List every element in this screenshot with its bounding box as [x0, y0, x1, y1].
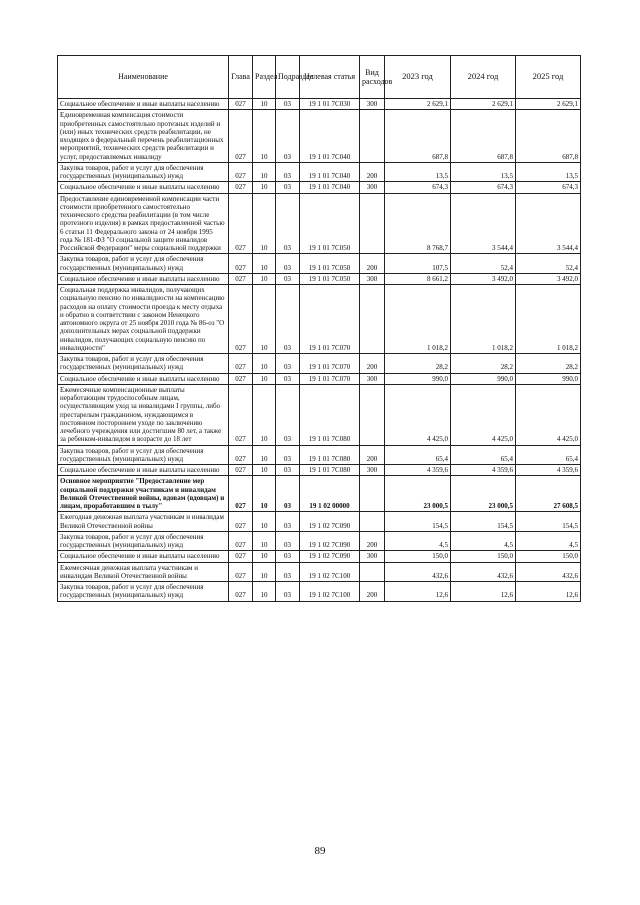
cell-glava: 027	[229, 99, 253, 110]
cell-y2024: 4,5	[451, 531, 516, 551]
cell-vid: 300	[360, 273, 385, 284]
cell-podrazdel: 03	[276, 254, 300, 274]
cell-vid	[360, 512, 385, 532]
cell-target: 19 1 01 7С050	[300, 254, 360, 274]
cell-target: 19 1 02 7С090	[300, 551, 360, 562]
cell-vid: 200	[360, 531, 385, 551]
cell-name: Социальное обеспечение и иные выплаты населению	[58, 465, 229, 476]
header-2023: 2023 год	[385, 56, 451, 99]
cell-target: 19 1 02 7С100	[300, 562, 360, 582]
table-row	[58, 162, 581, 182]
cell-target: 19 1 01 7С070	[300, 285, 360, 354]
cell-podrazdel: 03	[276, 373, 300, 384]
cell-razdel: 10	[253, 110, 276, 163]
cell-target: 19 1 02 7С090	[300, 512, 360, 532]
cell-y2025: 12,6	[516, 582, 581, 602]
cell-glava: 027	[229, 512, 253, 532]
cell-y2023: 990,0	[385, 373, 451, 384]
cell-target: 19 1 01 7С070	[300, 354, 360, 374]
cell-target: 19 1 01 7С080	[300, 384, 360, 445]
table-row	[58, 110, 581, 163]
cell-vid	[360, 285, 385, 354]
cell-y2024: 23 000,5	[451, 476, 516, 512]
cell-podrazdel: 03	[276, 285, 300, 354]
cell-y2023: 150,0	[385, 551, 451, 562]
cell-y2025: 4 359,6	[516, 465, 581, 476]
cell-y2024: 4 359,6	[451, 465, 516, 476]
cell-target: 19 1 01 7С040	[300, 162, 360, 182]
cell-vid: 300	[360, 373, 385, 384]
cell-razdel: 10	[253, 465, 276, 476]
cell-y2023: 687,8	[385, 110, 451, 163]
cell-podrazdel: 03	[276, 182, 300, 193]
cell-name: Основное мероприятие "Предоставление мер социальной поддержки участникам и инвалидам Великой Отечественной войны, вдовам (вдовцам) и лицам, проработавшим в тылу"	[58, 476, 229, 512]
cell-podrazdel: 03	[276, 384, 300, 445]
cell-name: Социальное обеспечение и иные выплаты населению	[58, 551, 229, 562]
cell-razdel: 10	[253, 582, 276, 602]
cell-y2023: 28,2	[385, 354, 451, 374]
cell-name: Социальное обеспечение и иные выплаты населению	[58, 273, 229, 284]
cell-y2025: 2 629,1	[516, 99, 581, 110]
cell-y2024: 3 544,4	[451, 193, 516, 254]
cell-razdel: 10	[253, 373, 276, 384]
cell-y2024: 687,8	[451, 110, 516, 163]
table-row	[58, 354, 581, 374]
cell-vid	[360, 110, 385, 163]
table-row	[58, 476, 581, 512]
cell-glava: 027	[229, 384, 253, 445]
table-row	[58, 373, 581, 384]
table-header-row	[58, 56, 581, 99]
cell-razdel: 10	[253, 512, 276, 532]
cell-vid: 300	[360, 551, 385, 562]
cell-podrazdel: 03	[276, 476, 300, 512]
cell-name: Социальное обеспечение и иные выплаты населению	[58, 182, 229, 193]
table-row	[58, 273, 581, 284]
cell-razdel: 10	[253, 273, 276, 284]
cell-glava: 027	[229, 531, 253, 551]
cell-y2023: 4 425,0	[385, 384, 451, 445]
cell-y2023: 432,6	[385, 562, 451, 582]
cell-glava: 027	[229, 562, 253, 582]
header-razdel: Раздел	[253, 56, 276, 99]
cell-razdel: 10	[253, 162, 276, 182]
cell-target: 19 1 01 7С040	[300, 110, 360, 163]
table-row	[58, 445, 581, 465]
cell-razdel: 10	[253, 193, 276, 254]
cell-glava: 027	[229, 551, 253, 562]
table-row	[58, 512, 581, 532]
cell-y2024: 2 629,1	[451, 99, 516, 110]
header-2024: 2024 год	[451, 56, 516, 99]
cell-vid: 300	[360, 182, 385, 193]
cell-name: Социальное обеспечение и иные выплаты населению	[58, 99, 229, 110]
cell-razdel: 10	[253, 254, 276, 274]
budget-table	[57, 55, 581, 602]
cell-y2023: 4,5	[385, 531, 451, 551]
cell-name: Социальная поддержка инвалидов, получающих социальную пенсию по инвалидности на компенсацию расходов на оплату стоимости проезда к месту отдыха и обратно в соответствии с законом Ненецкого автономного округа от 25 ноября 2010 года № 86-оз "О дополнительных мерах социальной поддержки инвалидов, получающих социальную пенсию по инвалидности"	[58, 285, 229, 354]
cell-name: Закупка товаров, работ и услуг для обеспечения государственных (муниципальных) нужд	[58, 445, 229, 465]
cell-y2025: 687,8	[516, 110, 581, 163]
cell-y2023: 65,4	[385, 445, 451, 465]
cell-y2023: 23 000,5	[385, 476, 451, 512]
cell-y2023: 154,5	[385, 512, 451, 532]
cell-vid: 300	[360, 99, 385, 110]
cell-target: 19 1 02 00000	[300, 476, 360, 512]
cell-razdel: 10	[253, 182, 276, 193]
cell-razdel: 10	[253, 354, 276, 374]
cell-glava: 027	[229, 476, 253, 512]
cell-y2023: 107,5	[385, 254, 451, 274]
header-glava: Глава	[229, 56, 253, 99]
cell-target: 19 1 01 7С070	[300, 373, 360, 384]
header-name: Наименование	[58, 56, 229, 99]
cell-razdel: 10	[253, 551, 276, 562]
cell-podrazdel: 03	[276, 354, 300, 374]
cell-y2023: 8 661,2	[385, 273, 451, 284]
cell-name: Закупка товаров, работ и услуг для обеспечения государственных (муниципальных) нужд	[58, 354, 229, 374]
cell-podrazdel: 03	[276, 551, 300, 562]
cell-glava: 027	[229, 273, 253, 284]
cell-y2023: 13,5	[385, 162, 451, 182]
cell-podrazdel: 03	[276, 562, 300, 582]
cell-podrazdel: 03	[276, 531, 300, 551]
cell-y2025: 52,4	[516, 254, 581, 274]
cell-vid	[360, 476, 385, 512]
table-row	[58, 531, 581, 551]
cell-y2023: 2 629,1	[385, 99, 451, 110]
cell-vid: 200	[360, 162, 385, 182]
table-row	[58, 551, 581, 562]
cell-glava: 027	[229, 373, 253, 384]
cell-name: Закупка товаров, работ и услуг для обеспечения государственных (муниципальных) нужд	[58, 162, 229, 182]
cell-glava: 027	[229, 582, 253, 602]
cell-razdel: 10	[253, 562, 276, 582]
cell-glava: 027	[229, 193, 253, 254]
header-podrazdel: Подраздел	[276, 56, 300, 99]
cell-y2023: 4 359,6	[385, 465, 451, 476]
cell-y2024: 28,2	[451, 354, 516, 374]
cell-name: Ежемесячная денежная выплата участникам и инвалидам Великой Отечественной войны	[58, 562, 229, 582]
cell-name: Единовременная компенсация стоимости приобретенных самостоятельно протезных изделий и (или) иных технических средств реабилитации, не входящих в федеральный перечень реабилитационных мероприятий, технических средств реабилитации и услуг, предоставляемых инвалиду	[58, 110, 229, 163]
cell-vid: 300	[360, 465, 385, 476]
cell-vid: 200	[360, 445, 385, 465]
table-row	[58, 99, 581, 110]
cell-y2024: 12,6	[451, 582, 516, 602]
cell-y2025: 27 608,5	[516, 476, 581, 512]
cell-y2023: 1 018,2	[385, 285, 451, 354]
cell-y2023: 674,3	[385, 182, 451, 193]
cell-glava: 027	[229, 162, 253, 182]
cell-razdel: 10	[253, 99, 276, 110]
cell-y2025: 3 544,4	[516, 193, 581, 254]
cell-y2025: 13,5	[516, 162, 581, 182]
cell-y2025: 154,5	[516, 512, 581, 532]
cell-y2023: 8 768,7	[385, 193, 451, 254]
cell-podrazdel: 03	[276, 162, 300, 182]
cell-razdel: 10	[253, 285, 276, 354]
cell-y2023: 12,6	[385, 582, 451, 602]
header-vid: Вид расходов	[360, 56, 385, 99]
table-row	[58, 193, 581, 254]
cell-name: Закупка товаров, работ и услуг для обеспечения государственных (муниципальных) нужд	[58, 582, 229, 602]
cell-y2024: 13,5	[451, 162, 516, 182]
cell-podrazdel: 03	[276, 110, 300, 163]
cell-name: Ежегодная денежная выплата участникам и инвалидам Великой Отечественной войны	[58, 512, 229, 532]
cell-podrazdel: 03	[276, 512, 300, 532]
cell-glava: 027	[229, 465, 253, 476]
cell-glava: 027	[229, 285, 253, 354]
cell-glava: 027	[229, 254, 253, 274]
cell-y2024: 1 018,2	[451, 285, 516, 354]
page-number: 89	[314, 845, 326, 857]
cell-target: 19 1 01 7С080	[300, 445, 360, 465]
cell-vid: 200	[360, 354, 385, 374]
cell-glava: 027	[229, 182, 253, 193]
table-row	[58, 285, 581, 354]
cell-razdel: 10	[253, 445, 276, 465]
cell-y2025: 3 492,0	[516, 273, 581, 284]
table-row	[58, 562, 581, 582]
cell-podrazdel: 03	[276, 193, 300, 254]
cell-vid: 200	[360, 582, 385, 602]
cell-y2025: 65,4	[516, 445, 581, 465]
cell-razdel: 10	[253, 531, 276, 551]
table-row	[58, 582, 581, 602]
cell-target: 19 1 01 7С050	[300, 273, 360, 284]
cell-y2024: 65,4	[451, 445, 516, 465]
cell-y2024: 432,6	[451, 562, 516, 582]
cell-y2024: 154,5	[451, 512, 516, 532]
cell-vid	[360, 562, 385, 582]
cell-y2025: 4 425,0	[516, 384, 581, 445]
cell-podrazdel: 03	[276, 445, 300, 465]
cell-name: Ежемесячные компенсационные выплаты неработающим трудоспособным лицам, осуществляющим уход за инвалидами I группы, либо престарелым гражданином, нуждающимся в постоянном постороннем уходе по заключению лечебного учреждения или достигшим 80 лет, а также за ребенком-инвалидом в возрасте до 18 лет	[58, 384, 229, 445]
cell-target: 19 1 01 7С080	[300, 465, 360, 476]
table-body	[58, 99, 581, 602]
cell-razdel: 10	[253, 384, 276, 445]
cell-glava: 027	[229, 445, 253, 465]
cell-name: Закупка товаров, работ и услуг для обеспечения государственных (муниципальных) нужд	[58, 531, 229, 551]
table-row	[58, 182, 581, 193]
cell-y2024: 3 492,0	[451, 273, 516, 284]
cell-podrazdel: 03	[276, 99, 300, 110]
cell-y2024: 674,3	[451, 182, 516, 193]
cell-podrazdel: 03	[276, 273, 300, 284]
cell-y2025: 4,5	[516, 531, 581, 551]
cell-y2025: 674,3	[516, 182, 581, 193]
cell-target: 19 1 01 7С030	[300, 99, 360, 110]
cell-y2025: 432,6	[516, 562, 581, 582]
cell-razdel: 10	[253, 476, 276, 512]
table-row	[58, 384, 581, 445]
cell-target: 19 1 01 7С050	[300, 193, 360, 254]
cell-name: Предоставление единовременной компенсации части стоимости приобретенного самостоятельно технического средства реабилитации (в том числе протезного изделия) в рамках предоставленной частью 6 статьи 11 Федерального закона от 24 ноября 1995 года № 181-ФЗ "О социальной защите инвалидов Российской Федерации" меры социальной поддержки	[58, 193, 229, 254]
table-row	[58, 254, 581, 274]
cell-y2025: 28,2	[516, 354, 581, 374]
cell-y2024: 990,0	[451, 373, 516, 384]
cell-y2025: 150,0	[516, 551, 581, 562]
cell-name: Социальное обеспечение и иные выплаты населению	[58, 373, 229, 384]
cell-glava: 027	[229, 110, 253, 163]
header-2025: 2025 год	[516, 56, 581, 99]
cell-vid	[360, 384, 385, 445]
cell-y2024: 150,0	[451, 551, 516, 562]
cell-glava: 027	[229, 354, 253, 374]
header-target: Целевая статья	[300, 56, 360, 99]
cell-name: Закупка товаров, работ и услуг для обеспечения государственных (муниципальных) нужд	[58, 254, 229, 274]
cell-target: 19 1 02 7С090	[300, 531, 360, 551]
cell-vid	[360, 193, 385, 254]
cell-podrazdel: 03	[276, 465, 300, 476]
cell-vid: 200	[360, 254, 385, 274]
cell-y2024: 4 425,0	[451, 384, 516, 445]
cell-y2025: 1 018,2	[516, 285, 581, 354]
cell-target: 19 1 02 7С100	[300, 582, 360, 602]
cell-target: 19 1 01 7С040	[300, 182, 360, 193]
cell-y2025: 990,0	[516, 373, 581, 384]
cell-podrazdel: 03	[276, 582, 300, 602]
table-row	[58, 465, 581, 476]
cell-y2024: 52,4	[451, 254, 516, 274]
